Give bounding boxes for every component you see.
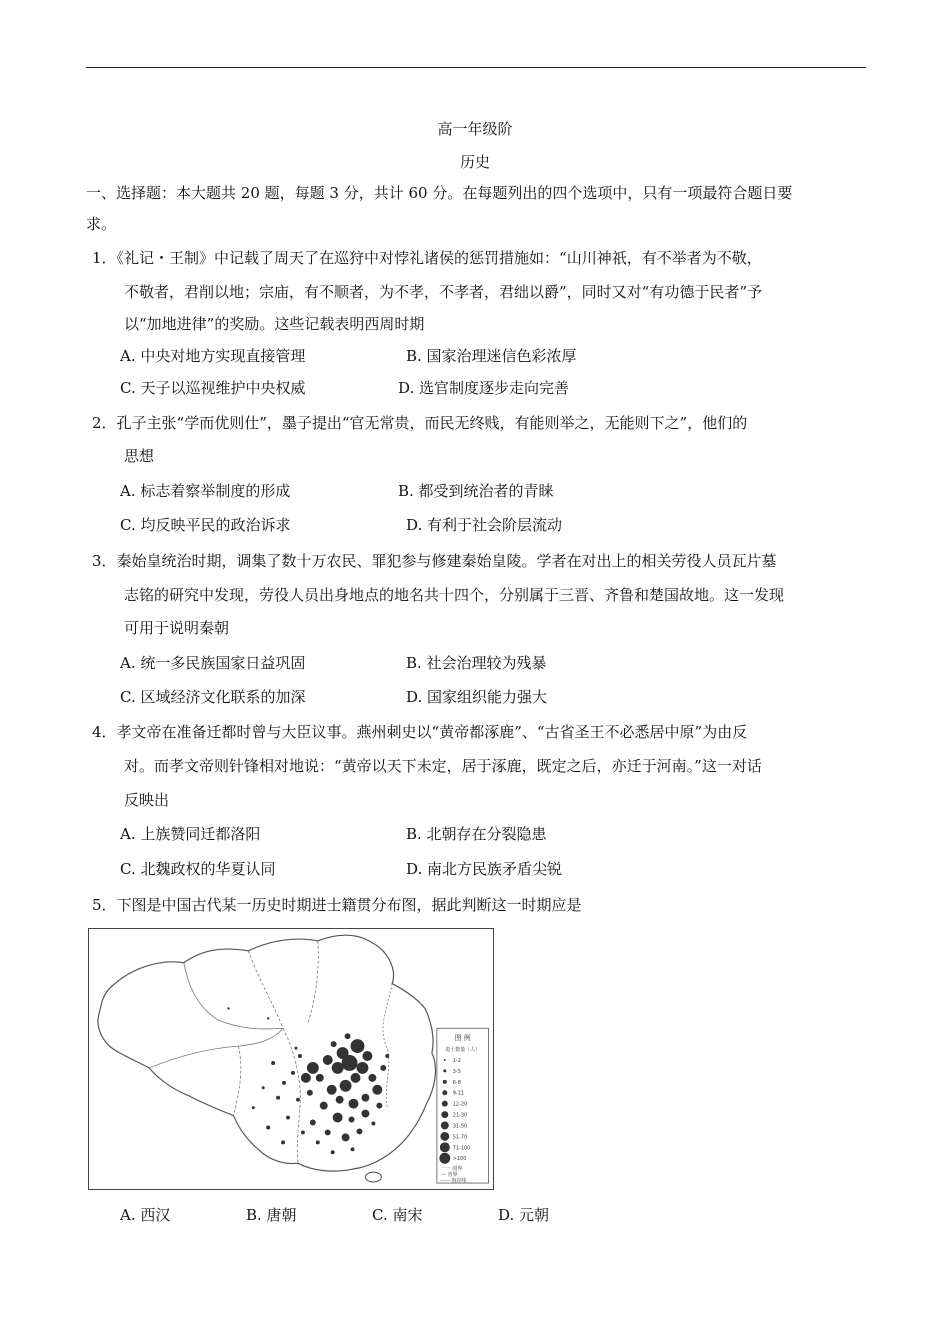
q1-option-c[interactable]: C. 天子以巡视维护中央权威 bbox=[120, 379, 306, 397]
q3-stem: 志铭的研究中发现，劳役人员出身地点的地名共十四个，分别属于三晋、齐鲁和楚国故地。这一发现 bbox=[124, 586, 785, 604]
q1-option-d[interactable]: D. 选官制度逐步走向完善 bbox=[398, 379, 570, 397]
svg-text:9-11: 9-11 bbox=[452, 1090, 465, 1097]
q1-option-b[interactable]: B. 国家治理迷信色彩浓厚 bbox=[406, 347, 577, 365]
country-outline bbox=[98, 935, 436, 1171]
svg-text:71-100: 71-100 bbox=[452, 1145, 471, 1152]
coastline bbox=[383, 984, 392, 1108]
q5-option-c[interactable]: C. 南宋 bbox=[372, 1206, 423, 1224]
subject-title: 历史 bbox=[459, 153, 490, 171]
q1-option-a[interactable]: A. 中央对地方实现直接管理 bbox=[120, 347, 306, 365]
q2-stem: 思想 bbox=[124, 447, 155, 465]
svg-text:-·- 省界: -·- 省界 bbox=[440, 1172, 458, 1179]
province-border bbox=[248, 951, 283, 1028]
province-border bbox=[149, 1028, 283, 1068]
q1-stem: 不敬者，君削以地；宗庙，有不顺者，为不孝，不孝者，君绌以爵”，同时又对“有功德于民者”予 bbox=[124, 283, 763, 301]
q3-stem: 可用于说明秦朝 bbox=[124, 619, 230, 637]
q2-option-b[interactable]: B. 都受到统治者的青睐 bbox=[398, 482, 554, 500]
svg-text:3-5: 3-5 bbox=[452, 1068, 461, 1075]
q5-option-a[interactable]: A. 西汉 bbox=[120, 1206, 171, 1224]
q4-stem: 反映出 bbox=[124, 791, 170, 809]
jinshi-distribution-map bbox=[88, 928, 494, 1190]
q4-stem: 对。而孝文帝则针锋相对地说：“黄帝以天下未定，居于涿鹿，既定之后，亦迁于河南。”这一对话 bbox=[124, 757, 762, 775]
q2-option-a[interactable]: A. 标志着察举制度的形成 bbox=[120, 482, 291, 500]
q4-option-c[interactable]: C. 北魏政权的华夏认同 bbox=[120, 860, 276, 878]
q1-stem: 1．《礼记・王制》中记载了周天了在巡狩中对悖礼诸侯的惩罚措施如：“山川神祇，有不举者为不敬， bbox=[92, 249, 762, 267]
header-rule bbox=[86, 67, 866, 68]
svg-text:21-30: 21-30 bbox=[452, 1112, 468, 1119]
q3-option-c[interactable]: C. 区域经济文化联系的加深 bbox=[120, 688, 306, 706]
q5-option-d[interactable]: D. 元朝 bbox=[498, 1206, 550, 1224]
province-border bbox=[233, 1046, 240, 1115]
svg-text:图 例: 图 例 bbox=[454, 1034, 471, 1043]
q5-stem: 5．下图是中国古代某一历史时期进士籍贯分布图，据此判断这一时期应是 bbox=[92, 896, 582, 914]
province-border bbox=[283, 1028, 300, 1163]
q2-option-c[interactable]: C. 均反映平民的政治诉求 bbox=[120, 516, 291, 534]
q4-option-a[interactable]: A. 上族赞同迁都洛阳 bbox=[120, 825, 261, 843]
svg-text:12-20: 12-20 bbox=[452, 1101, 468, 1108]
svg-text:一一 国界: 一一 国界 bbox=[440, 1166, 463, 1173]
q3-option-a[interactable]: A. 统一多民族国家日益巩固 bbox=[120, 654, 306, 672]
map-svg bbox=[89, 929, 493, 1189]
svg-text:1-2: 1-2 bbox=[452, 1057, 461, 1064]
svg-text:6-8: 6-8 bbox=[452, 1079, 461, 1086]
island bbox=[365, 1172, 381, 1182]
jinshi-dots bbox=[227, 1007, 389, 1154]
province-border bbox=[308, 941, 318, 1023]
q5-option-b[interactable]: B. 唐朝 bbox=[246, 1206, 297, 1224]
q3-option-b[interactable]: B. 社会治理较为残暴 bbox=[406, 654, 547, 672]
svg-text:51-70: 51-70 bbox=[452, 1134, 468, 1141]
section-instructions-cont: 求。 bbox=[86, 215, 117, 233]
svg-text:>100: >100 bbox=[452, 1156, 467, 1163]
svg-text:进士数量（人）: 进士数量（人） bbox=[445, 1047, 481, 1054]
q1-stem: 以“加地进律”的奖励。这些记载表明西周时期 bbox=[124, 315, 425, 333]
svg-text:31-50: 31-50 bbox=[452, 1123, 468, 1130]
svg-text:----- 海岸线: ----- 海岸线 bbox=[440, 1178, 467, 1185]
q4-stem: 4．孝文帝在准备迁都时曾与大臣议事。燕州刺史以“黄帝都涿鹿”、“古省圣王不必悉居中原”为由反 bbox=[92, 723, 748, 741]
map-legend bbox=[437, 1028, 489, 1184]
q3-stem: 3．秦始皇统治时期，调集了数十万农民、罪犯参与修建秦始皇陵。学者在对出上的相关劳役人员瓦片墓 bbox=[92, 552, 777, 570]
page-title: 高一年级阶 bbox=[437, 120, 513, 138]
section-instructions: 一、选择题：本大题共 20 题，每题 3 分，共计 60 分。在每题列出的四个选项中，只有一项最符合题日要 bbox=[86, 184, 793, 202]
q2-stem: 2．孔子主张“学而优则仕”，墨子提出“官无常贵，而民无终贱，有能则举之，无能则下之”，他们的 bbox=[92, 414, 748, 432]
q2-option-d[interactable]: D. 有利于社会阶层流动 bbox=[406, 516, 563, 534]
q4-option-d[interactable]: D. 南北方民族矛盾尖锐 bbox=[406, 860, 563, 878]
q4-option-b[interactable]: B. 北朝存在分裂隐患 bbox=[406, 825, 547, 843]
q3-option-d[interactable]: D. 国家组织能力强大 bbox=[406, 688, 548, 706]
